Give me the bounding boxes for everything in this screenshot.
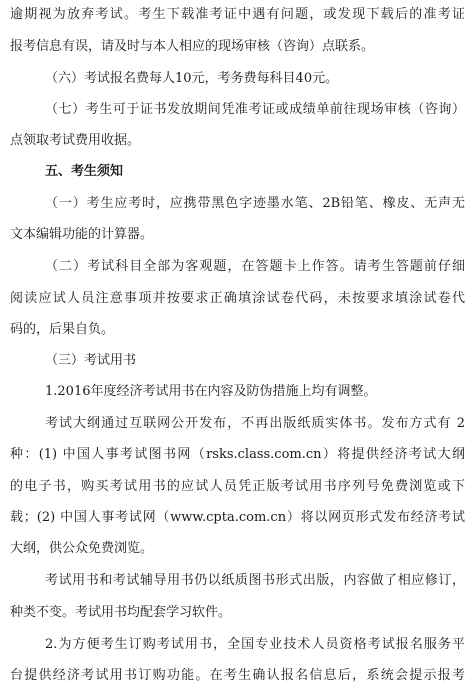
text-line-15: 种：(1) 中国人事考试图书网（rsks.class.com.cn）将提供经济考试大纲 — [10, 447, 465, 462]
text-line-16: 的电子书，购买考试用书的应试人员凭正版考试用书序列号免费浏览或下 — [10, 479, 465, 494]
text-line-7: （一）考生应考时，应携带黑色字迹墨水笔、2B铅笔、橡皮、无声无 — [45, 196, 465, 211]
text-line-8: 文本编辑功能的计算器。 — [10, 227, 154, 242]
text-line-18: 大纲，供公众免费浏览。 — [10, 541, 154, 556]
text-line-22: 台提供经济考试用书订购功能。在考生确认报名信息后，系统会提示报考 — [10, 668, 465, 683]
text-line-19: 考试用书和考试辅导用书仍以纸质图书形式出版，内容做了相应修订， — [45, 573, 465, 588]
text-line-9: （二）考试科目全部为客观题，在答题卡上作答。请考生答题前仔细 — [45, 259, 465, 274]
text-line-3: （六）考试报名费每人10元，考务费每科目40元。 — [45, 71, 339, 86]
text-line-1: 逾期视为放弃考试。考生下载准考证中遇有问题，或发现下载后的准考证 — [10, 7, 465, 22]
text-line-5: 点领取考试费用收据。 — [10, 133, 141, 148]
text-line-2: 报考信息有误，请及时与本人相应的现场审核（咨询）点联系。 — [10, 39, 375, 54]
sub-heading-books: （三）考试用书 — [45, 353, 137, 368]
text-line-14: 考试大纲通过互联网公开发布，不再出版纸质实体书。发布方式有 2 — [45, 416, 465, 431]
text-line-10: 阅读应试人员注意事项并按要求正确填涂试卷代码，未按要求填涂试卷代 — [10, 291, 465, 306]
text-line-17: 载；(2) 中国人事考试网（www.cpta.com.cn）将以网页形式发布经济考试 — [10, 510, 465, 525]
section-heading: 五、考生须知 — [45, 164, 124, 179]
text-line-20: 种类不变。考试用书均配套学习软件。 — [10, 605, 232, 620]
text-line-21: 2.为方便考生订购考试用书，全国专业技术人员资格考试报名服务平 — [45, 637, 465, 652]
text-line-13: 1.2016年度经济考试用书在内容及防伪措施上均有调整。 — [45, 384, 377, 399]
text-line-11: 码的，后果自负。 — [10, 322, 115, 337]
text-line-4: （七）考生可于证书发放期间凭准考证或成绩单前往现场审核（咨询） — [45, 102, 465, 117]
